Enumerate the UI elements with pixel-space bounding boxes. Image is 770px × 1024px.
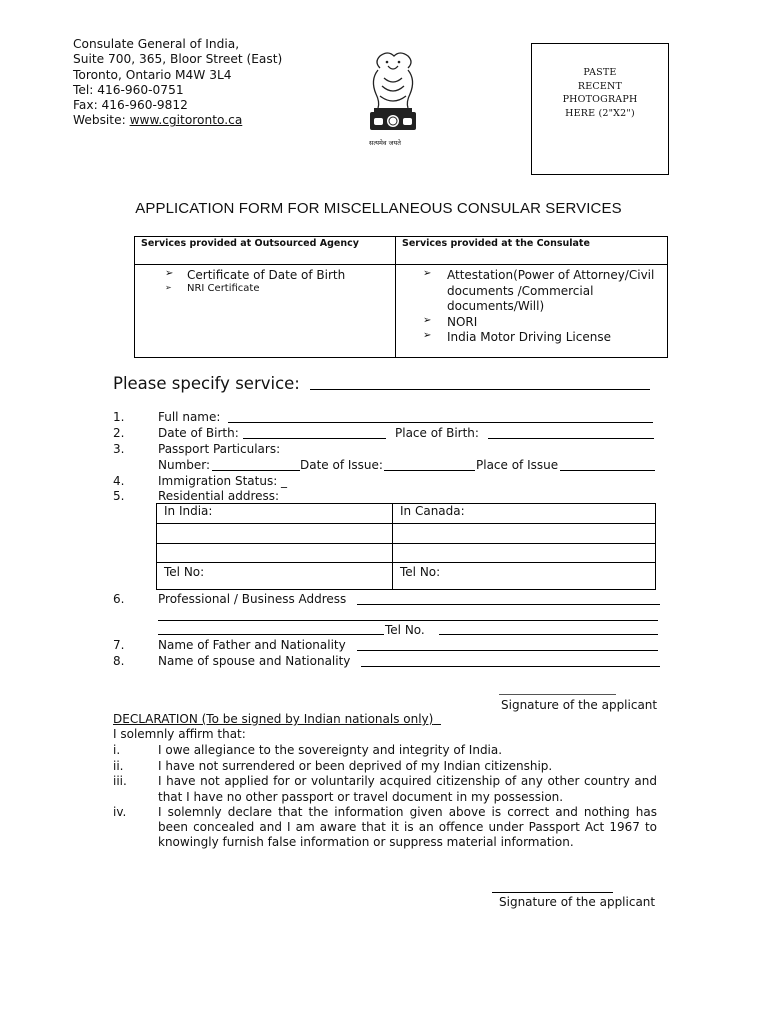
item-number: 6. bbox=[113, 592, 125, 606]
date-of-issue-label: Date of Issue: bbox=[300, 458, 383, 472]
date-of-issue-field[interactable] bbox=[384, 456, 475, 471]
business-tel-field[interactable] bbox=[439, 620, 658, 635]
spouse-nationality-label: Name of spouse and Nationality bbox=[158, 654, 351, 668]
business-address-label: Professional / Business Address bbox=[158, 592, 347, 606]
place-of-birth-label: Place of Birth: bbox=[395, 426, 479, 440]
phone-line: Tel: 416-960-0751 bbox=[73, 82, 184, 97]
immigration-status-label: Immigration Status: _ bbox=[158, 474, 288, 488]
declaration-number: ii. bbox=[113, 759, 124, 773]
arrow-bullet-icon: ➢ bbox=[423, 268, 432, 279]
tel-no-label: Tel No: bbox=[164, 565, 205, 579]
declaration-text: I have not applied for or voluntarily acquired citizenship of any other country and bbox=[158, 774, 657, 788]
india-address-field[interactable] bbox=[157, 544, 393, 563]
item-number: 8. bbox=[113, 654, 125, 668]
signature-label: Signature of the applicant bbox=[499, 895, 656, 909]
service-item-label: India Motor Driving License bbox=[447, 330, 611, 344]
service-item-label: NRI Certificate bbox=[187, 283, 260, 294]
declaration-number: iv. bbox=[113, 805, 127, 819]
declaration-number: i. bbox=[113, 743, 121, 757]
list-item bbox=[135, 283, 395, 297]
passport-number-field[interactable] bbox=[212, 456, 300, 471]
canada-address-field[interactable] bbox=[393, 544, 656, 563]
business-address-field[interactable] bbox=[158, 606, 658, 621]
canada-tel-field[interactable] bbox=[393, 563, 656, 590]
website-line bbox=[73, 113, 282, 128]
in-canada-label: In Canada: bbox=[400, 504, 465, 518]
arrow-bullet-icon: ➢ bbox=[423, 314, 432, 326]
specify-service-field[interactable] bbox=[310, 373, 650, 390]
photo-placeholder[interactable] bbox=[531, 43, 669, 175]
canada-address-field[interactable] bbox=[393, 524, 656, 544]
item-number: 3. bbox=[113, 442, 125, 456]
national-emblem-icon bbox=[358, 50, 428, 150]
item-number: 4. bbox=[113, 474, 125, 488]
photo-text-line: HERE (2"X2") bbox=[565, 107, 635, 119]
photo-text-line: RECENT bbox=[577, 80, 623, 92]
passport-particulars-label: Passport Particulars: bbox=[158, 442, 281, 456]
address-line: Suite 700, 365, Bloor Street (East) bbox=[73, 52, 283, 67]
business-address-field[interactable] bbox=[158, 620, 384, 635]
signature-field[interactable] bbox=[492, 878, 613, 893]
business-address-field[interactable] bbox=[357, 590, 660, 605]
list-item bbox=[396, 284, 667, 300]
outsourced-agency-header: Services provided at Outsourced Agency bbox=[135, 237, 396, 265]
specify-service-label: Please specify service: bbox=[113, 374, 300, 393]
declaration-title: DECLARATION (To be signed by Indian nationals only) bbox=[113, 712, 434, 726]
declaration-intro: I solemnly affirm that: bbox=[113, 727, 246, 741]
declaration-text: been concealed and I am aware that it is an offence under Passport Act 1967 to bbox=[158, 820, 657, 834]
arrow-bullet-icon: ➢ bbox=[423, 330, 432, 341]
india-address-field[interactable] bbox=[157, 504, 393, 524]
service-item-label: NORI bbox=[447, 314, 478, 329]
declaration-text: I have not surrendered or been deprived of my Indian citizenship. bbox=[158, 759, 553, 773]
emblem-motto: सत्यमेव जयते bbox=[369, 139, 401, 147]
full-name-label: Full name: bbox=[158, 410, 221, 424]
residential-address-label: Residential address: bbox=[158, 489, 280, 503]
list-item bbox=[135, 268, 395, 283]
declaration-text: that I have no other passport or travel document in my possession. bbox=[158, 790, 564, 804]
declaration-number: iii. bbox=[113, 774, 127, 788]
outsourced-services-cell bbox=[135, 265, 396, 358]
service-item-label: documents /Commercial bbox=[447, 283, 594, 298]
spouse-nationality-field[interactable] bbox=[361, 652, 660, 667]
place-of-issue-label: Place of Issue bbox=[476, 458, 559, 472]
father-nationality-label: Name of Father and Nationality bbox=[158, 638, 346, 652]
india-tel-field[interactable] bbox=[157, 563, 393, 590]
date-of-birth-label: Date of Birth: bbox=[158, 426, 239, 440]
address-line: Consulate General of India, bbox=[73, 37, 240, 51]
business-tel-label: Tel No. bbox=[385, 623, 425, 637]
item-number: 2. bbox=[113, 426, 125, 440]
canada-address-field[interactable] bbox=[393, 504, 656, 524]
website-label: Website: bbox=[73, 113, 130, 128]
service-item-label: Certificate of Date of Birth bbox=[187, 268, 346, 282]
full-name-field[interactable] bbox=[228, 408, 653, 423]
fax-line: Fax: 416-960-9812 bbox=[73, 98, 188, 113]
in-india-label: In India: bbox=[164, 504, 213, 518]
item-number: 7. bbox=[113, 638, 125, 652]
consulate-services-header: Services provided at the Consulate bbox=[396, 237, 668, 265]
place-of-issue-field[interactable] bbox=[560, 456, 655, 471]
arrow-bullet-icon: ➢ bbox=[165, 268, 174, 279]
item-number: 5. bbox=[113, 489, 125, 503]
services-table bbox=[134, 236, 668, 358]
place-of-birth-field[interactable] bbox=[488, 424, 654, 439]
service-item-label: Attestation(Power of Attorney/Civil bbox=[447, 268, 655, 282]
consulate-services-cell bbox=[396, 265, 668, 358]
signature-field[interactable] bbox=[499, 680, 616, 695]
form-title: APPLICATION FORM FOR MISCELLANEOUS CONSULAR SERVICES bbox=[135, 200, 622, 217]
residential-address-table bbox=[156, 503, 656, 590]
declaration-text: I solemnly declare that the information given above is correct and nothing has bbox=[158, 805, 657, 819]
signature-label: Signature of the applicant bbox=[501, 698, 658, 712]
declaration-text: I owe allegiance to the sovereignty and integrity of India. bbox=[158, 743, 503, 757]
photo-text-line: PHOTOGRAPH bbox=[562, 94, 638, 105]
india-address-field[interactable] bbox=[157, 524, 393, 544]
passport-number-label: Number: bbox=[158, 458, 211, 472]
list-item bbox=[396, 315, 667, 331]
address-line: Toronto, Ontario M4W 3L4 bbox=[73, 67, 232, 82]
list-item bbox=[396, 299, 667, 315]
list-item bbox=[396, 330, 667, 346]
declaration-text: knowingly furnish false information or suppress material information. bbox=[158, 835, 574, 849]
consulate-address bbox=[73, 37, 282, 129]
website-link[interactable]: www.cgitoronto.ca bbox=[129, 113, 243, 128]
date-of-birth-field[interactable] bbox=[243, 424, 386, 439]
tel-no-label: Tel No: bbox=[400, 565, 441, 579]
father-nationality-field[interactable] bbox=[357, 636, 658, 651]
photo-text-line: PASTE bbox=[583, 67, 617, 78]
item-number: 1. bbox=[113, 410, 125, 424]
list-item bbox=[396, 268, 667, 284]
arrow-bullet-icon: ➢ bbox=[165, 283, 172, 292]
service-item-label: documents/Will) bbox=[447, 299, 545, 313]
